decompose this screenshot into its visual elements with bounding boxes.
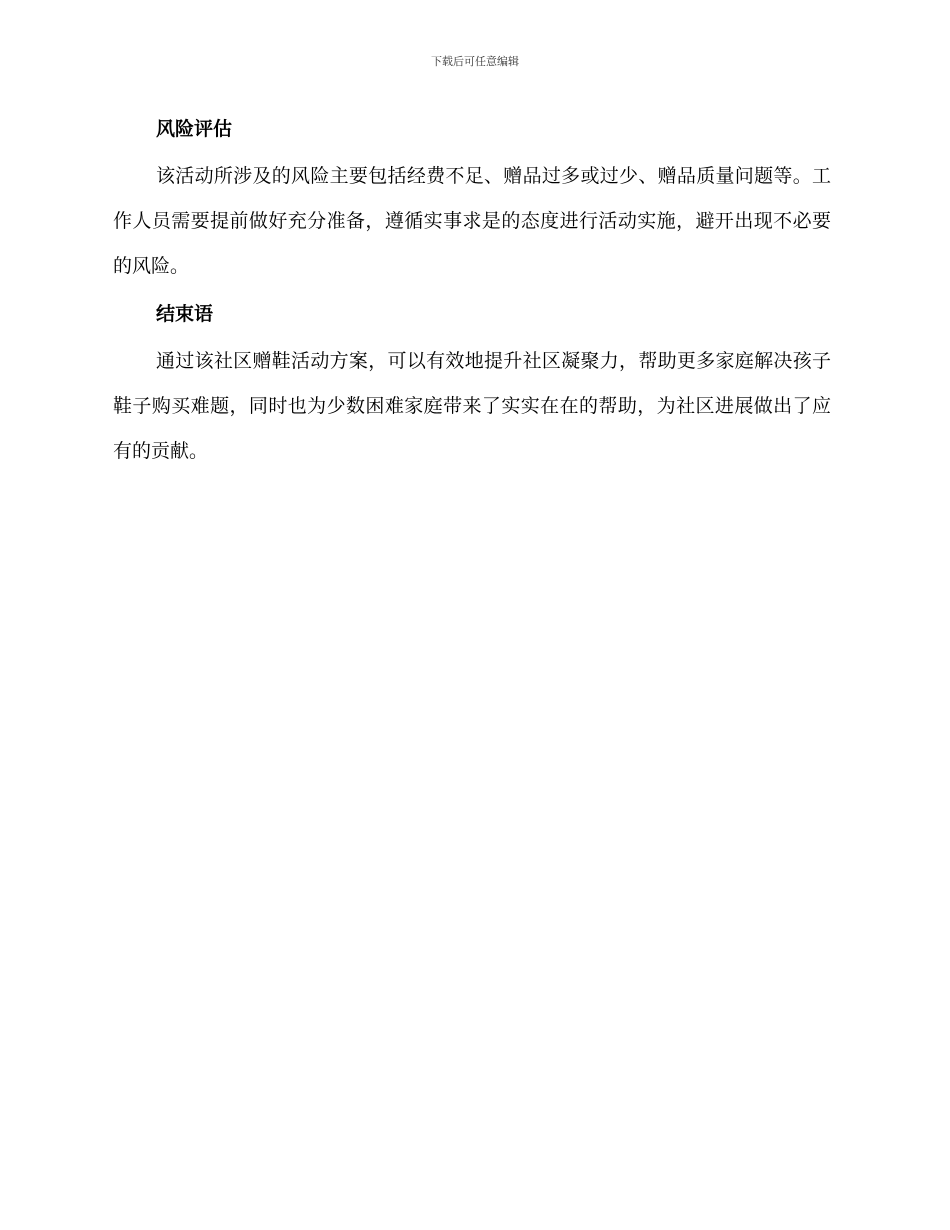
- section-heading-risk-assessment: 风险评估: [156, 118, 233, 140]
- section-heading-conclusion: 结束语: [156, 303, 214, 325]
- page-header-note: 下载后可任意编辑: [431, 55, 519, 68]
- section-paragraph-conclusion: 通过该社区赠鞋活动方案，可以有效地提升社区凝聚力，帮助更多家庭解决孩子鞋子购买难题，同时也为少数困难家庭带来了实实在在的帮助，为社区进展做出了应有的贡献。: [113, 350, 831, 462]
- section-paragraph-risk-assessment: 该活动所涉及的风险主要包括经费不足、赠品过多或过少、赠品质量问题等。工作人员需要提前做好充分准备，遵循实事求是的态度进行活动实施，避开出现不必要的风险。: [113, 165, 831, 277]
- document-body: [113, 112, 831, 474]
